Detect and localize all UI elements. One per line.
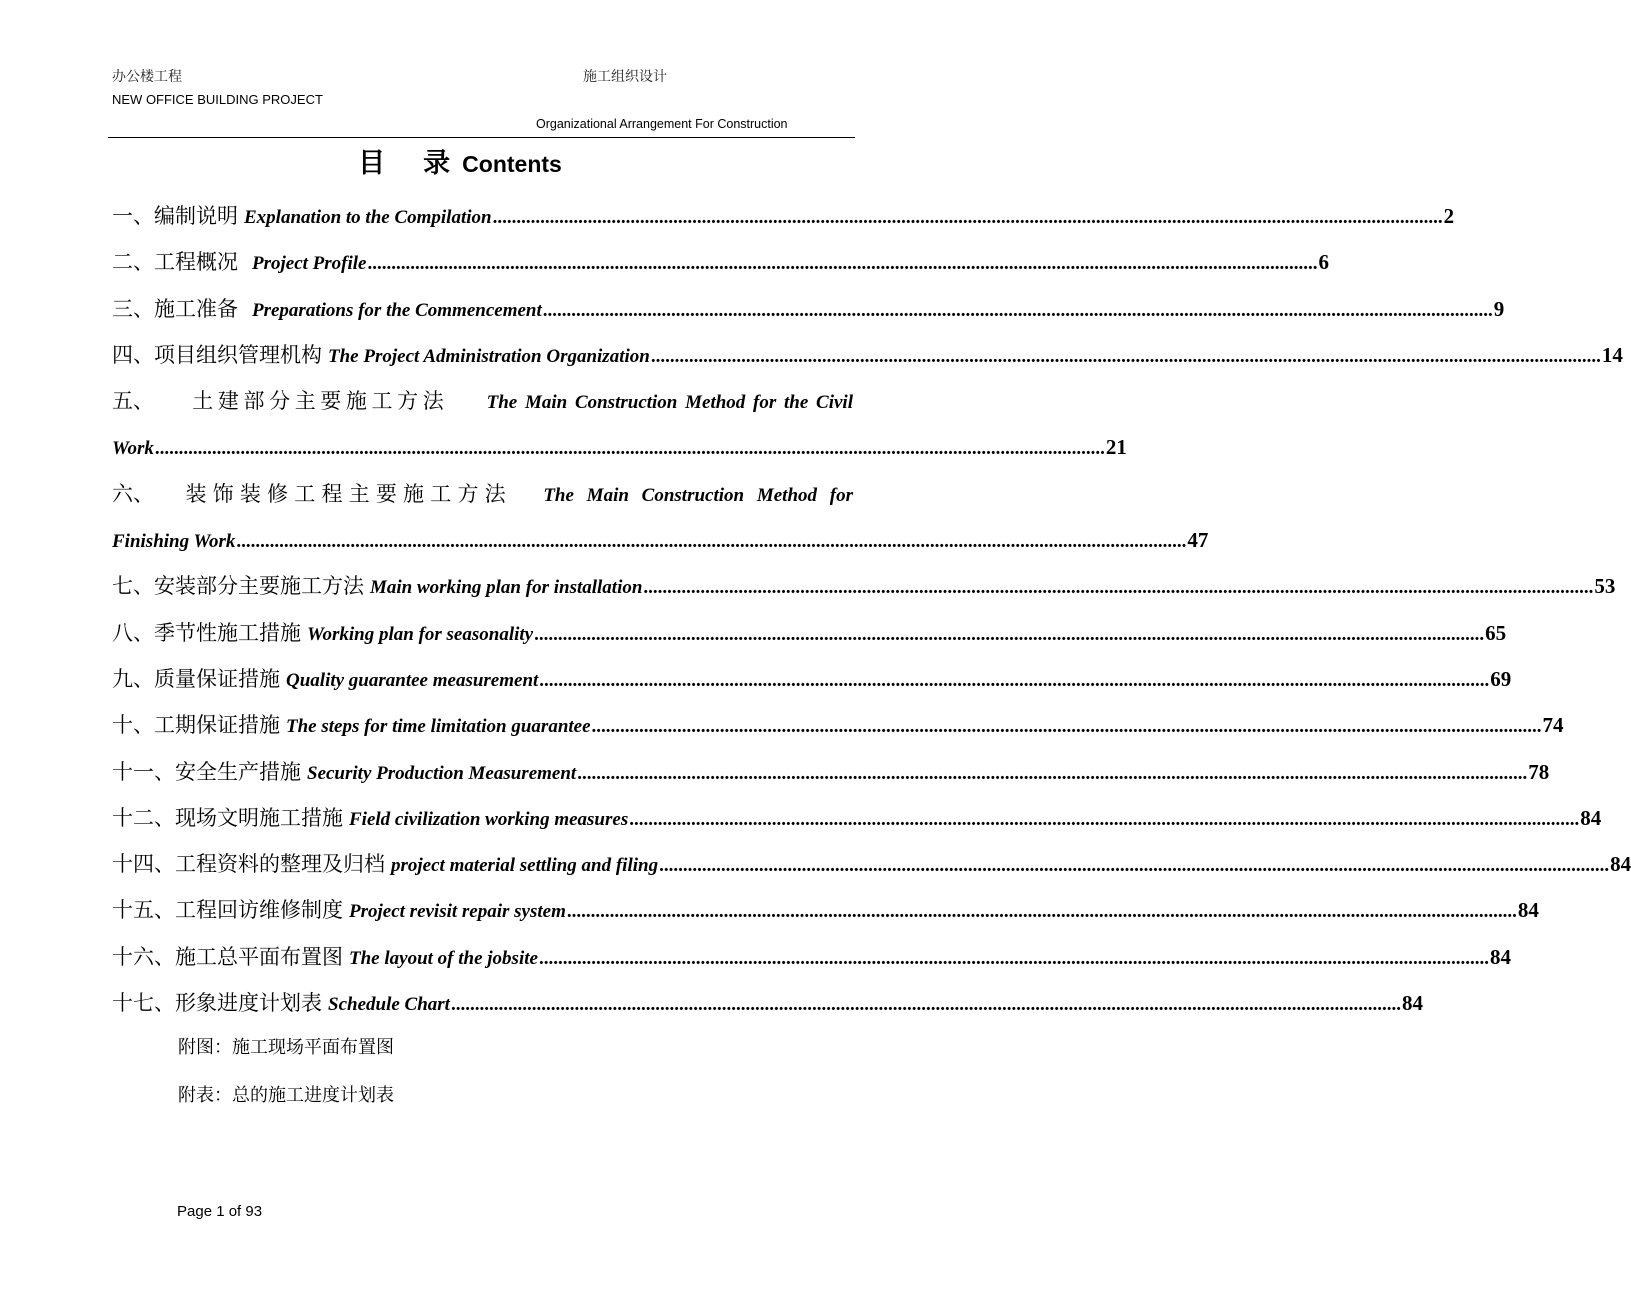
toc-entry-title-cn: 土建部分主要施工方法 (192, 389, 449, 414)
page-title-cn: 目录 (358, 148, 489, 179)
page-title-en: Contents (462, 151, 562, 177)
toc-entry-title-cn: 工期保证措施 (154, 713, 280, 738)
toc-entry-number: 十、 (112, 713, 154, 738)
toc-entry-number: 五、 (112, 389, 154, 414)
toc-entry-title-cn: 施工总平面布置图 (175, 944, 343, 969)
header-document-type-en: Organizational Arrangement For Construction (536, 117, 788, 131)
toc-entry-page: 84 (1401, 991, 1423, 1016)
toc-entry-title-en: Schedule Chart (328, 994, 450, 1016)
toc-entry-title-en: Working plan for seasonality (307, 623, 534, 645)
toc-entry-title-cn: 质量保证措施 (154, 666, 280, 691)
toc-leader-dots: ........................................................................................................................................................................................................ (643, 577, 1594, 599)
toc-leader-dots: ........................................................................................................................................................................................................ (591, 716, 1542, 738)
toc-entry-title-en: Project revisit repair system (349, 901, 566, 923)
toc-entry-number: 七、 (112, 574, 154, 599)
toc-leader-dots: ........................................................................................................................................................................................................ (629, 808, 1580, 830)
page-title (0, 141, 920, 180)
toc-entry[interactable] (112, 610, 1507, 656)
toc-entry-title-en: Main working plan for installation (370, 577, 643, 599)
toc-entry-number: 十一、 (112, 759, 175, 784)
toc-entry-page: 84 (1517, 898, 1539, 923)
toc-entry-page: 84 (1489, 944, 1511, 969)
toc-entry-title-en: The Main Construction Method for the Civil (486, 392, 853, 414)
appendix-figure: 附图：施工现场平面布置图 (178, 1037, 394, 1058)
toc-entry-title-en: Preparations for the Commencement (252, 299, 542, 321)
toc-entry-number: 三、 (112, 296, 154, 321)
toc-leader-dots: ........................................................................................................................................................................................................ (538, 947, 1489, 969)
header-project-name-cn: 办公楼工程 (112, 69, 182, 85)
toc-leader-dots: ........................................................................................................................................................................................................ (539, 669, 1490, 691)
toc-entry[interactable] (112, 332, 1623, 378)
toc-entry-number: 四、 (112, 342, 154, 367)
toc-leader-dots: ........................................................................................................................................................................................................ (566, 901, 1517, 923)
toc-entry-first-line (112, 378, 853, 426)
header-document-type-cn: 施工组织设计 (583, 69, 667, 85)
toc-leader-dots: ........................................................................................................................................................................................................ (236, 531, 1187, 553)
toc-leader-dots: ........................................................................................................................................................................................................ (534, 623, 1485, 645)
footer-page-number: Page 1 of 93 (177, 1203, 263, 1220)
toc-leader-dots: ........................................................................................................................................................................................................ (650, 345, 1601, 367)
toc-entry-page: 53 (1594, 574, 1616, 599)
toc-entry[interactable] (112, 378, 853, 424)
toc-entry-number: 六、 (112, 481, 154, 506)
toc-entry-number: 八、 (112, 620, 154, 645)
toc-leader-dots: ........................................................................................................................................................................................................ (659, 855, 1610, 877)
toc-entry-title-cn: 编制说明 (154, 204, 238, 228)
toc-entry[interactable] (112, 286, 1505, 332)
toc-entry-title-en-cont: Work (112, 438, 154, 460)
toc-entry-title-cn: 施工准备 (154, 296, 238, 321)
toc-entry-continued[interactable] (112, 424, 1127, 470)
toc-entry-page: 9 (1493, 296, 1505, 321)
toc-entry-title-cn: 安全生产措施 (175, 759, 301, 784)
toc-entry[interactable] (112, 471, 853, 517)
toc-entry-title-en: The Project Administration Organization (328, 345, 650, 367)
toc-entry[interactable] (112, 702, 1564, 748)
toc-leader-dots: ........................................................................................................................................................................................................ (367, 253, 1318, 275)
toc-entry[interactable] (112, 749, 1550, 795)
toc-entry-title-cn: 工程回访维修制度 (175, 898, 343, 923)
toc-entry-page: 74 (1542, 713, 1564, 738)
toc-entry-title-en-cont: Finishing Work (112, 531, 236, 553)
toc-entry-first-line (112, 471, 853, 519)
toc-entry[interactable] (112, 193, 1455, 239)
toc-entry-title-cn: 工程资料的整理及归档 (175, 852, 385, 877)
toc-entry[interactable] (112, 934, 1511, 980)
toc-entry-page: 84 (1610, 852, 1631, 877)
toc-leader-dots: ........................................................................................................................................................................................................ (577, 762, 1528, 784)
toc-entry-page: 65 (1485, 620, 1507, 645)
toc-entry-page: 84 (1580, 805, 1602, 830)
toc-entry-title-cn: 安装部分主要施工方法 (154, 574, 364, 599)
toc-entry-title-en: Quality guarantee measurement (286, 669, 539, 691)
toc-leader-dots: ........................................................................................................................................................................................................ (450, 994, 1401, 1016)
toc-entry[interactable] (112, 656, 1512, 702)
header-divider (108, 137, 855, 138)
toc-entry-page: 69 (1490, 666, 1512, 691)
toc-entry[interactable] (112, 887, 1539, 933)
toc-entry-title-en: The steps for time limitation guarantee (286, 716, 591, 738)
toc-entry-page: 47 (1187, 528, 1209, 553)
toc-entry-title-cn: 工程概况 (154, 250, 238, 275)
table-of-contents (112, 193, 1631, 1026)
toc-entry-page: 14 (1601, 342, 1623, 367)
toc-entry-number: 二、 (112, 250, 154, 275)
toc-entry-page: 2 (1443, 204, 1455, 228)
toc-entry-number: 九、 (112, 666, 154, 691)
toc-entry-number: 十六、 (112, 944, 175, 969)
toc-entry-title-en: The layout of the jobsite (349, 947, 538, 969)
toc-entry[interactable] (112, 841, 1631, 887)
toc-entry-page: 78 (1528, 759, 1550, 784)
toc-entry-title-en: Field civilization working measures (349, 808, 629, 830)
toc-entry-title-en: Explanation to the Compilation (244, 207, 492, 228)
header-project-name-en: NEW OFFICE BUILDING PROJECT (112, 92, 323, 107)
toc-leader-dots: ........................................................................................................................................................................................................ (542, 299, 1493, 321)
toc-leader-dots: ........................................................................................................................................................................................................ (492, 207, 1443, 228)
toc-entry[interactable] (112, 795, 1602, 841)
toc-entry-number: 一、 (112, 204, 154, 228)
toc-entry-title-cn: 现场文明施工措施 (175, 805, 343, 830)
toc-entry-title-cn: 季节性施工措施 (154, 620, 301, 645)
toc-entry[interactable] (112, 563, 1616, 609)
appendix-table: 附表：总的施工进度计划表 (178, 1085, 394, 1106)
toc-entry-number: 十二、 (112, 805, 175, 830)
toc-entry[interactable] (112, 239, 1329, 285)
toc-entry-number: 十五、 (112, 898, 175, 923)
toc-entry-title-en: The Main Construction Method for (543, 484, 853, 506)
toc-entry-page: 21 (1105, 435, 1127, 460)
toc-entry-continued[interactable] (112, 517, 1209, 563)
toc-entry-number: 十七、 (112, 991, 175, 1016)
toc-entry-page: 6 (1318, 250, 1329, 275)
toc-entry-number: 十四、 (112, 852, 175, 877)
toc-entry-title-cn: 项目组织管理机构 (154, 342, 322, 367)
toc-entry-title-en: Project Profile (252, 253, 367, 275)
toc-leader-dots: ........................................................................................................................................................................................................ (154, 438, 1105, 460)
toc-entry-title-en: Security Production Measurement (307, 762, 577, 784)
toc-entry-title-en: project material settling and filing (391, 855, 659, 877)
toc-entry[interactable] (112, 980, 1423, 1026)
toc-entry-title-cn: 形象进度计划表 (175, 991, 322, 1016)
toc-entry-title-cn: 装饰装修工程主要施工方法 (185, 481, 512, 506)
